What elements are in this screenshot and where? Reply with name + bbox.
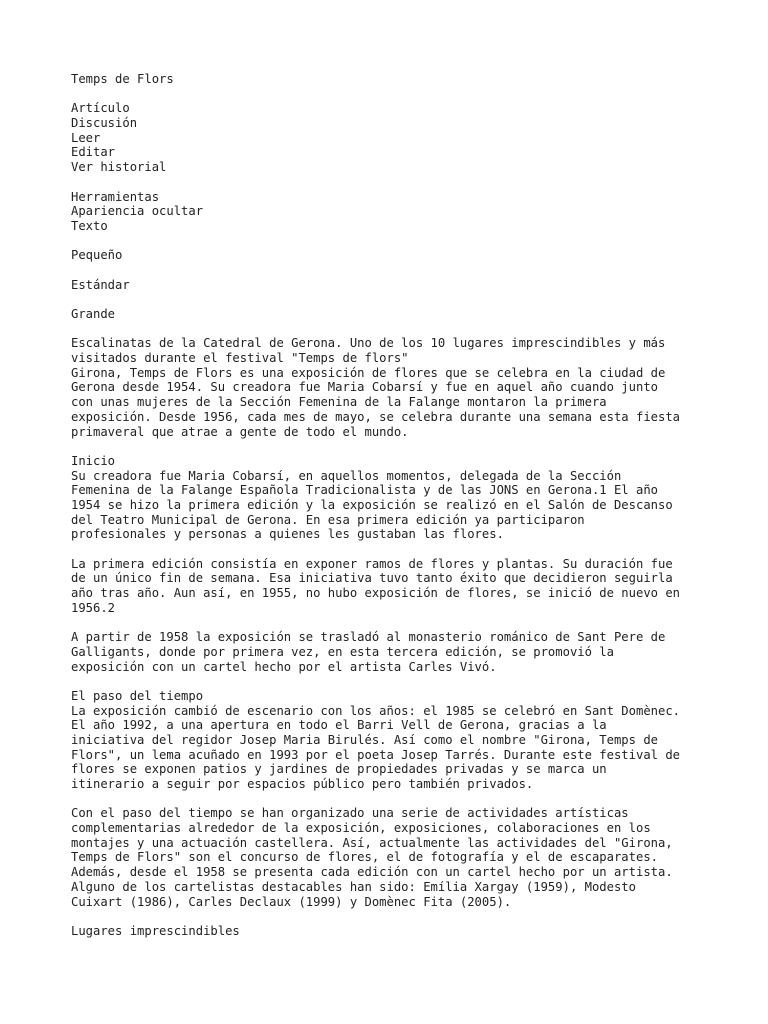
- paragraph-line: montajes y una actuación castellera. Así, actualmente las actividades del "Girona,: [71, 835, 673, 850]
- tab-ver-historial[interactable]: Ver historial: [71, 160, 167, 175]
- paragraph-line: A partir de 1958 la exposición se trasladó al monasterio románico de Sant Pere de: [71, 630, 666, 645]
- appearance-hide-toggle[interactable]: Apariencia ocultar: [71, 204, 204, 219]
- paragraph-line: del Teatro Municipal de Gerona. En esa primera edición ya participaron: [71, 512, 585, 527]
- tools-menu[interactable]: Herramientas: [71, 189, 160, 204]
- spacer: [71, 234, 711, 249]
- intro-paragraph: [71, 336, 711, 439]
- spacer: [71, 615, 711, 630]
- section-heading-paso-del-tiempo: El paso del tiempo: [71, 688, 204, 703]
- spacer: [71, 792, 711, 807]
- paso-paragraph-1: [71, 704, 711, 792]
- tab-editar[interactable]: Editar: [71, 145, 116, 160]
- paragraph-line: profesionales y personas a quienes les gustaban las flores.: [71, 527, 504, 542]
- intro-line: Girona, Temps de Flors es una exposición de flores que se celebra en la ciudad de: [71, 365, 666, 380]
- paragraph-line: Femenina de la Falange Española Tradicionalista y de las JONS en Gerona.1 El año: [71, 483, 658, 498]
- spacer: [71, 322, 711, 337]
- paragraph-line: 1956.2: [71, 600, 116, 615]
- paragraph-line: flores se exponen patios y jardines de propiedades privadas y se marca un: [71, 762, 607, 777]
- paragraph-line: itinerario a seguir por espacios público pero también privados.: [71, 777, 534, 791]
- paso-paragraph-2: [71, 806, 711, 909]
- section-heading-inicio: Inicio: [71, 453, 116, 468]
- paragraph-line: exposición con un cartel hecho por el artista Carles Vivó.: [71, 659, 497, 674]
- paragraph-line: Con el paso del tiempo se han organizado una serie de actividades artísticas: [71, 806, 629, 821]
- intro-line: visitados durante el festival "Temps de flors": [71, 351, 409, 366]
- paragraph-line: Alguno de los cartelistas destacables han sido: Emília Xargay (1959), Modesto: [71, 879, 636, 894]
- paragraph-line: Cuixart (1986), Carles Declaux (1999) y Domènec Fita (2005).: [71, 894, 512, 909]
- inicio-paragraph-1: [71, 469, 711, 542]
- inicio-paragraph-2: [71, 557, 711, 616]
- paragraph-line: La exposición cambió de escenario con los años: el 1985 se celebró en Sant Domènec.: [71, 703, 681, 718]
- paragraph-line: complementarias alrededor de la exposición, exposiciones, colaboraciones en los: [71, 821, 651, 836]
- paragraph-line: Además, desde el 1958 se presenta cada edición con un cartel hecho por un artista.: [71, 865, 673, 880]
- section-heading-lugares: Lugares imprescindibles: [71, 923, 240, 938]
- paragraph-line: de un único fin de semana. Esa iniciativa tuvo tanto éxito que decidieron seguirla: [71, 571, 673, 586]
- text-size-small-option[interactable]: Pequeño: [71, 248, 123, 263]
- paragraph-line: Temps de Flors" son el concurso de flores, el de fotografía y el de escaparates.: [71, 850, 658, 865]
- document-page: [71, 72, 711, 939]
- paragraph-line: Flors", un lema acuñado en 1993 por el poeta Josep Tarrés. Durante este festival de: [71, 747, 681, 762]
- spacer: [71, 87, 711, 102]
- paragraph-line: iniciativa del regidor Josep Maria Birulés. Así como el nombre "Girona, Temps de: [71, 732, 658, 747]
- paragraph-line: Galligants, donde por primera vez, en esta tercera edición, se promovió la: [71, 644, 614, 659]
- spacer: [71, 292, 711, 307]
- intro-line: primaveral que atrae a gente de todo el mundo.: [71, 424, 409, 439]
- intro-line: con unas mujeres de la Sección Femenina de la Falange montaron la primera: [71, 395, 607, 410]
- spacer: [71, 674, 711, 689]
- intro-line: Gerona desde 1954. Su creadora fue Maria Cobarsí y fue en aquel año cuando junto: [71, 380, 658, 395]
- spacer: [71, 909, 711, 924]
- paragraph-line: El año 1992, a una apertura en todo el Barri Vell de Gerona, gracias a la: [71, 718, 607, 733]
- tab-articulo[interactable]: Artículo: [71, 101, 130, 116]
- tab-leer[interactable]: Leer: [71, 130, 101, 145]
- page-title: Temps de Flors: [71, 72, 174, 86]
- intro-line: Escalinatas de la Catedral de Gerona. Uno de los 10 lugares imprescindibles y más: [71, 336, 666, 351]
- text-size-large-option[interactable]: Grande: [71, 307, 116, 321]
- paragraph-line: 1954 se hizo la primera edición y la exposición se realizó en el Salón de Descanso: [71, 497, 673, 512]
- intro-line: exposición. Desde 1956, cada mes de mayo, se celebra durante una semana esta fiesta: [71, 409, 681, 424]
- inicio-paragraph-3: [71, 630, 711, 674]
- text-size-label: Texto: [71, 218, 108, 233]
- paragraph-line: La primera edición consistía en exponer ramos de flores y plantas. Su duración fue: [71, 556, 673, 571]
- spacer: [71, 439, 711, 454]
- text-size-standard-option[interactable]: Estándar: [71, 277, 130, 292]
- paragraph-line: año tras año. Aun así, en 1955, no hubo exposición de flores, se inició de nuevo en: [71, 586, 681, 601]
- spacer: [71, 542, 711, 557]
- spacer: [71, 263, 711, 278]
- spacer: [71, 175, 711, 190]
- tab-discusion[interactable]: Discusión: [71, 116, 138, 131]
- paragraph-line: Su creadora fue Maria Cobarsí, en aquellos momentos, delegada de la Sección: [71, 468, 622, 483]
